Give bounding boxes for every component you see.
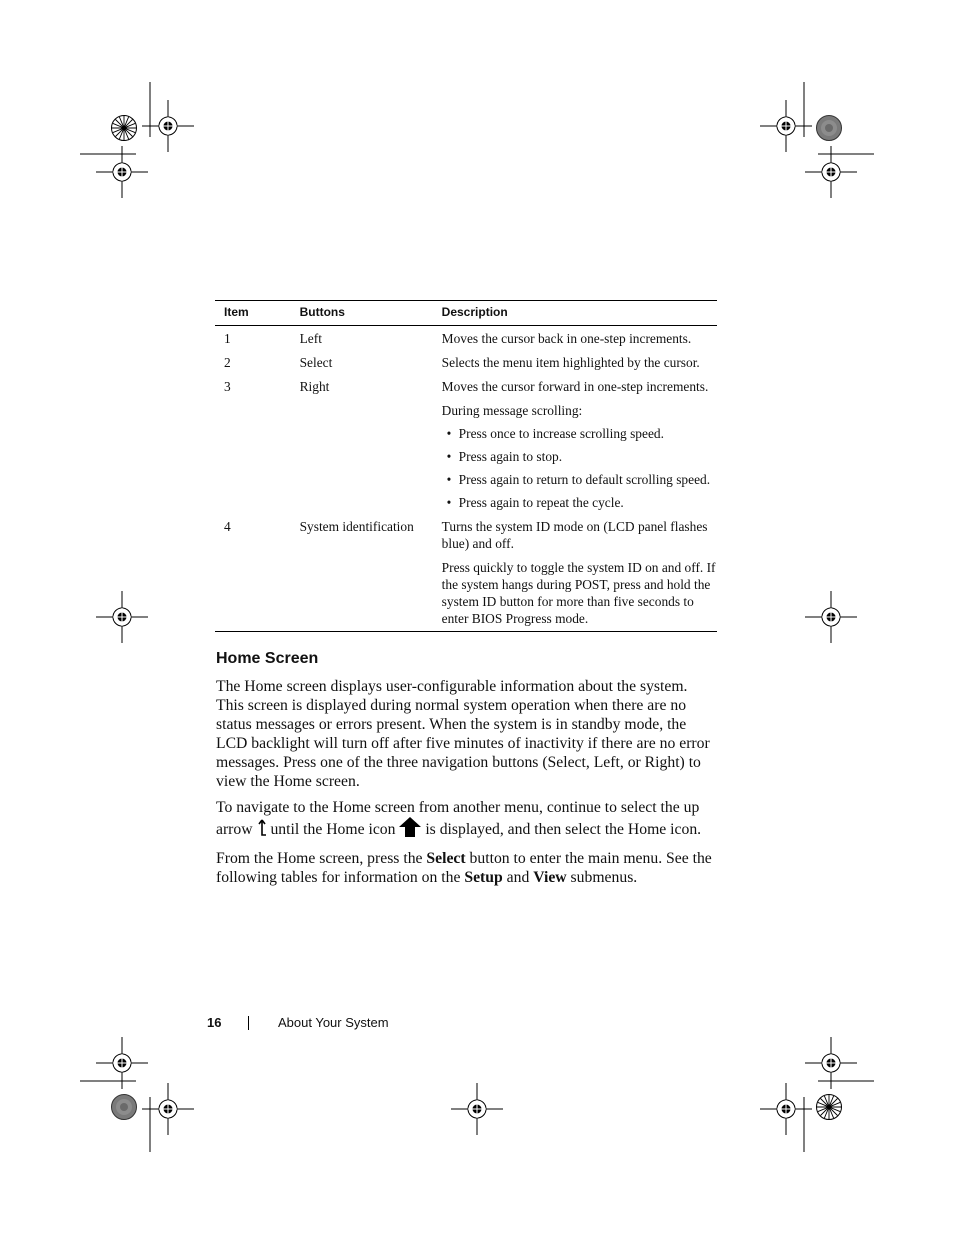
button-name: Left bbox=[299, 331, 322, 346]
lcd-buttons-table bbox=[215, 300, 717, 632]
button-description: Turns the system ID mode on (LCD panel flashes blue) and off. bbox=[441, 519, 708, 551]
paragraph-main-menu: From the Home screen, press the Select button to enter the main menu. See the following tables for information on the Setup and View submenus. bbox=[216, 850, 712, 886]
table-row bbox=[215, 371, 717, 511]
column-header-description: Description bbox=[442, 301, 717, 326]
footer-divider bbox=[248, 1016, 249, 1030]
button-name: System identification bbox=[299, 519, 414, 534]
column-header-buttons: Buttons bbox=[300, 301, 442, 326]
item-number: 3 bbox=[224, 379, 231, 394]
up-arrow-icon bbox=[257, 819, 267, 842]
chapter-title: About Your System bbox=[278, 1015, 389, 1030]
item-number: 1 bbox=[224, 331, 231, 346]
setup-term: Setup bbox=[464, 869, 503, 886]
view-term: View bbox=[533, 869, 567, 886]
button-name: Right bbox=[299, 379, 330, 394]
button-description: Moves the cursor back in one-step increments. bbox=[441, 331, 692, 346]
list-item: • Press again to repeat the cycle. bbox=[442, 494, 717, 511]
table-row bbox=[215, 511, 717, 632]
page-content bbox=[215, 300, 717, 887]
paragraph-home-screen-overview: The Home screen displays user-configurable information about the system. This screen is displayed during normal system operation when there are no status messages or errors present. When the system is in standby mode, the LCD backlight will turn off after five minutes of inactivity if there are no error messages. Press one of the three navigation buttons (Select, Left, or Right) to view the Home screen. bbox=[216, 678, 710, 790]
paragraph-navigate-home: To navigate to the Home screen from another menu, continue to select the up arrow until the Home icon is displayed, and then select the Home icon. bbox=[216, 798, 717, 842]
button-name: Select bbox=[299, 355, 333, 370]
item-number: 4 bbox=[224, 519, 231, 534]
item-number: 2 bbox=[224, 355, 231, 370]
button-description: Moves the cursor forward in one-step increments. bbox=[441, 379, 709, 394]
select-term: Select bbox=[426, 850, 466, 867]
list-item: • Press again to stop. bbox=[442, 448, 717, 465]
scrolling-intro: During message scrolling: bbox=[441, 403, 583, 418]
button-description: Selects the menu item highlighted by the cursor. bbox=[441, 355, 700, 370]
home-icon bbox=[399, 817, 421, 842]
table-row bbox=[215, 347, 717, 371]
button-description-extra: Press quickly to toggle the system ID on and off. If the system hangs during POST, press and hold the system ID button for more than five seconds to enter BIOS Progress mode. bbox=[441, 560, 716, 626]
list-item: • Press again to return to default scrolling speed. bbox=[442, 471, 717, 488]
table-row bbox=[215, 326, 717, 348]
page-number: 16 bbox=[207, 1015, 222, 1030]
list-item: • Press once to increase scrolling speed. bbox=[442, 425, 717, 442]
section-heading: Home Screen bbox=[216, 650, 319, 667]
table-header-row bbox=[215, 301, 717, 326]
column-header-item: Item bbox=[215, 301, 300, 326]
